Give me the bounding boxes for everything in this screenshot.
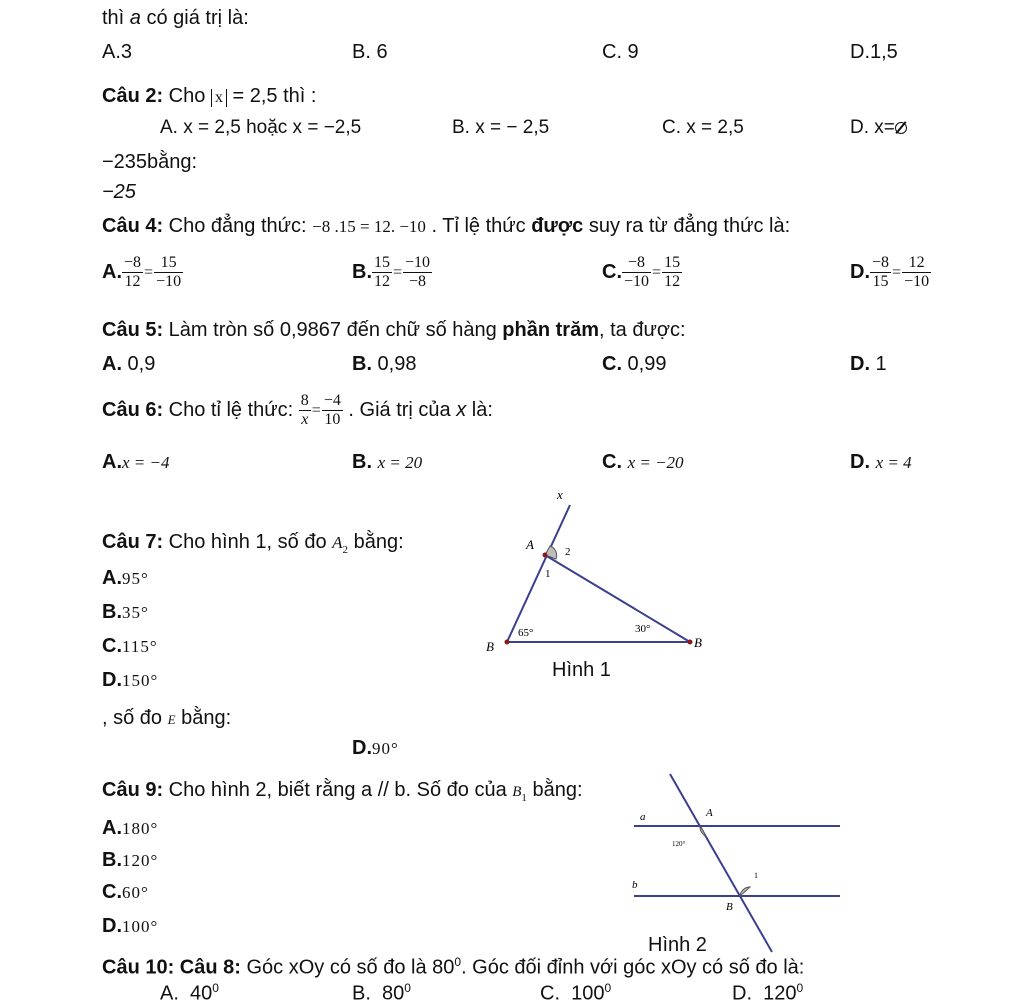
q7-option-c: C.115° [102,635,158,657]
q2-option-c: C. x = 2,5 [662,117,744,138]
equation: −8 .15 = 12. −10 [312,217,426,236]
q10-option-b: B. $80^0$ [352,981,411,1005]
q1-option-d: D.1,5 [850,41,898,63]
vertex-label-b-left: B [486,639,494,654]
point-label-a: A [706,807,713,819]
q9-option-c: C.60° [102,881,149,903]
vertex-label-a: A [526,537,534,552]
q7-option-d: D.150° [102,669,159,691]
abs-value-x: x [211,89,227,107]
side-ab [545,555,690,642]
q5-option-a: A. 0,9 [102,353,156,375]
angle-label-1: 1 [754,871,758,880]
q10-option-a: A. $40^0$ [160,981,219,1005]
question-5: Câu 5: Làm tròn số 0,9867 đến chữ số hàng phần trăm, ta được: [102,319,686,341]
line-label-a: a [640,811,646,823]
q4-option-d: D. $\frac{-8}{15}$ = $\frac{12}{-10}$ [850,254,930,291]
q6-option-a: A.x = −4 [102,451,170,473]
angle-label-1: 1 [545,568,551,580]
angle-arc-a [700,826,706,836]
fraction: $\frac{-8}{-10}$ [624,254,650,291]
figure-2-parallel-lines [620,770,860,960]
q6-option-c: C. x = −20 [602,451,684,473]
question-1-tail: thì a có giá trị là: [102,7,249,29]
q4-option-b: B. $\frac{15}{12}$ = $\frac{-10}{-8}$ [352,254,431,291]
question-7: Câu 7: Cho hình 1, số đo $A_2$ bằng: [102,531,404,556]
fraction: $\frac{-8}{12}$ [124,254,142,291]
fraction: $\frac{15}{12}$ [664,254,681,291]
point-a [543,553,548,558]
q10-option-c: C. $100^0$ [540,981,612,1005]
fraction: $\frac{12}{-10}$ [904,254,930,291]
figure-2-caption: Hình 2 [648,934,707,956]
figure-1-caption: Hình 1 [552,659,611,681]
q6-option-b: B. x = 20 [352,451,423,473]
fraction: $\frac{-4}{10}$ [323,392,341,429]
point-b-left [505,640,510,645]
q9-option-a: A.180° [102,817,159,839]
figure-1-triangle [480,485,720,685]
q1-option-a: A.3 [102,41,133,63]
q5-option-c: C. 0,99 [602,353,667,375]
question-3-line2: −25 [102,181,136,203]
point-label-b: B [726,901,733,913]
q7-option-a: A.95° [102,567,149,589]
q6-option-d: D. x = 4 [850,451,912,473]
fraction: $\frac{15}{12}$ [374,254,390,291]
vertex-label-b-right: B [694,635,702,650]
q1-option-b: B. 6 [352,41,388,63]
q9-option-b: B.120° [102,849,159,871]
q5-option-b: B. 0,98 [352,353,417,375]
q2-option-b: B. x = − 2,5 [452,117,550,138]
point-b-right [688,640,693,645]
empty-set-icon [895,122,907,134]
angle-label-30: 30° [635,623,651,635]
question-2: Câu 2: Cho x = 2,5 thì : [102,85,317,107]
ray-ax [507,505,570,642]
fraction: $\frac{15}{-10}$ [156,254,182,291]
q5-option-d: D. 1 [850,353,887,375]
question-8: , số đo E bằng: [102,707,232,729]
question-3-line1: −235bằng: [102,151,198,173]
q4-option-c: C. $\frac{-8}{-10}$ = $\frac{15}{12}$ [602,254,681,291]
q9-option-d: D.100° [102,915,159,937]
angle-arc-b1 [740,887,750,896]
ray-label-x: x [557,487,563,502]
question-6: Câu 6: Cho tỉ lệ thức: $\frac{8}{x}$ = $\frac{-4}{10}$ . Giá trị của x là: [102,392,493,429]
fraction: $\frac{8}{x}$ [300,392,309,429]
q7-option-b: B.35° [102,601,149,623]
angle-label-2: 2 [565,546,571,558]
fraction: $\frac{-10}{-8}$ [405,254,431,291]
question-9: Câu 9: Cho hình 2, biết rằng a // b. Số đo của $B_1$ bằng: [102,779,583,804]
q8-option-d: D.90° [352,737,399,759]
q1-option-c: C. 9 [602,41,639,63]
angle-label-120: 120° [672,840,686,848]
question-4: Câu 4: Cho đẳng thức: −8 .15 = 12. −10 . Tỉ lệ thức được suy ra từ đẳng thức là: [102,215,791,237]
fraction: $\frac{-8}{15}$ [872,254,890,291]
q2-option-d: D. x= [850,116,907,140]
q10-option-d: D. $120^0$ [732,981,804,1005]
q4-option-a: A. $\frac{-8}{12}$ = $\frac{15}{-10}$ [102,254,182,291]
line-label-b: b [632,879,638,891]
q2-option-a: A. x = 2,5 hoặc x = −2,5 [160,117,362,138]
question-10: Câu 10: Câu 8: Góc xOy có số đo là $80^0$. Góc đối đỉnh với góc xOy có số đo là: [102,955,805,979]
angle-label-65: 65° [518,627,534,639]
transversal [670,774,772,952]
